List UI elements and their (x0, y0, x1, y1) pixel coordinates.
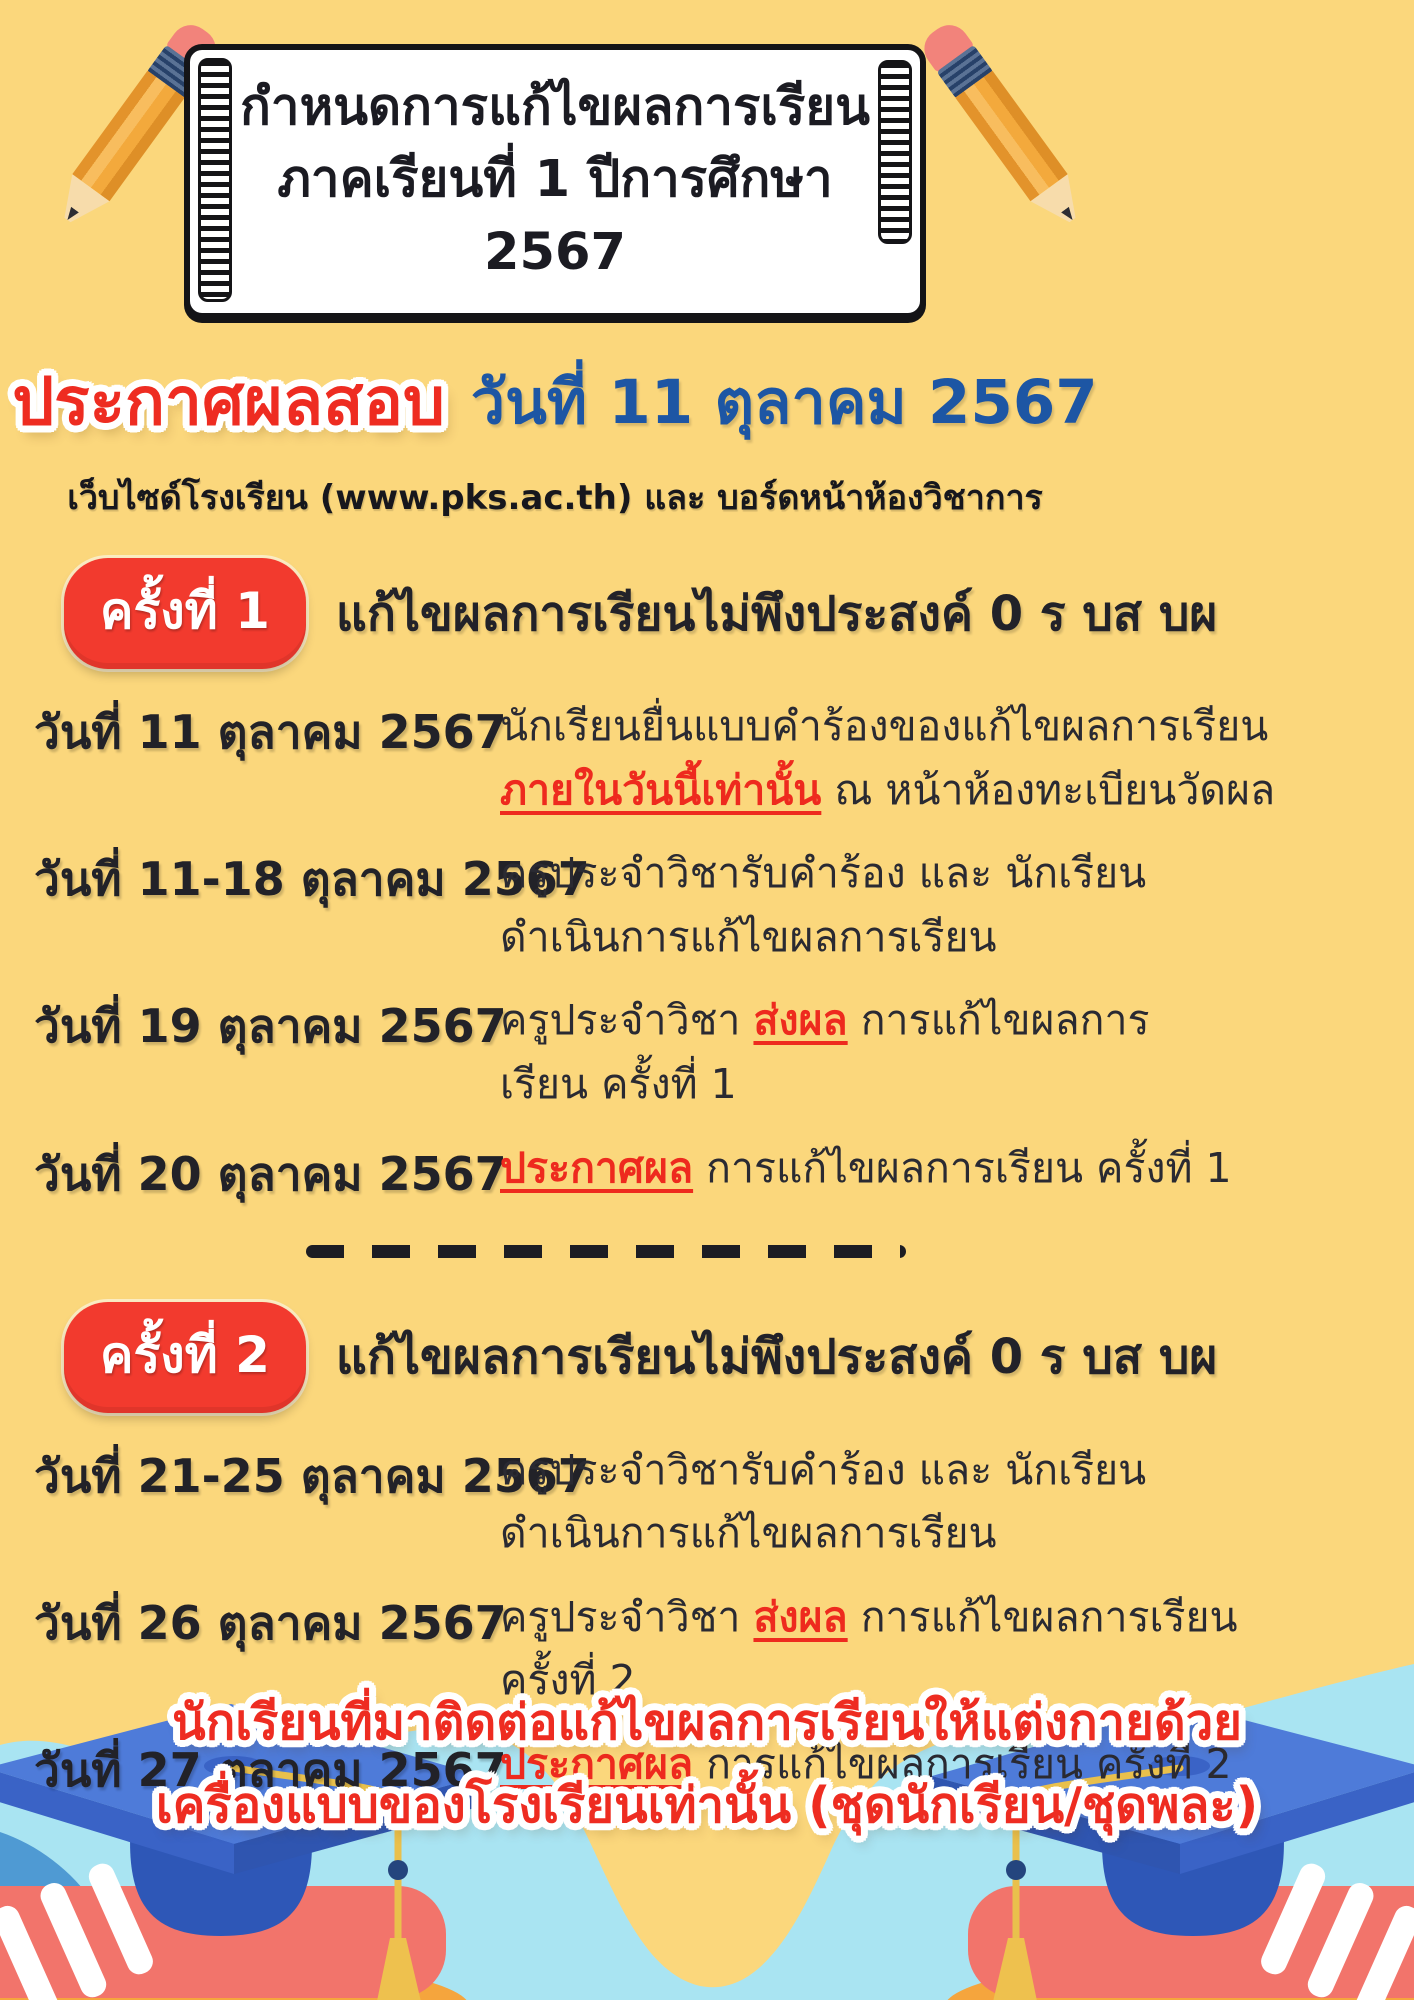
section-heading: แก้ไขผลการเรียนไม่พึงประสงค์ 0 ร บส บผ (335, 1329, 1218, 1386)
description-line (500, 1502, 1380, 1566)
schedule-row (34, 1439, 1380, 1566)
announcement-highlight: ประกาศผลสอบ (12, 363, 445, 441)
schedule-row (34, 695, 1380, 822)
schedule-date: วันที่ 26 ตุลาคม 2567 (34, 1595, 507, 1650)
top-block (0, 0, 1110, 524)
announcement-subtitle: เว็บไซด์โรงเรียน (www.pks.ac.th) และ บอร์ดหน้าห้องวิชาการ (67, 478, 1043, 519)
plain-text: การแก้ไขผลการเรียน (847, 1592, 1238, 1641)
footer-notice-line2: เครื่องแบบของโรงเรียนเท่านั้น (ชุดนักเรียน/ชุดพละ) (155, 1777, 1259, 1834)
schedule-date: วันที่ 19 ตุลาคม 2567 (34, 999, 507, 1054)
plain-text: นักเรียนยื่นแบบคำร้องของแก้ไขผลการเรียน (500, 702, 1269, 751)
description-line (500, 989, 1380, 1053)
schedule-date: วันที่ 21-25 ตุลาคม 2567 (34, 1448, 590, 1503)
plain-text: ครูประจำวิชา (500, 1592, 754, 1641)
announcement-date: วันที่ 11 ตุลาคม 2567 (470, 367, 1098, 439)
plain-text: ณ หน้าห้องทะเบียนวัดผล (821, 765, 1276, 814)
schedule-date: วันที่ 20 ตุลาคม 2567 (34, 1146, 507, 1201)
emphasis-text: ภายในวันนี้เท่านั้น (500, 765, 822, 814)
schedule-description (500, 842, 1380, 969)
schedule-row (34, 842, 1380, 969)
section-badge: ครั้งที่ 1 (64, 558, 306, 669)
description-line (500, 759, 1380, 823)
scroll-banner (184, 44, 926, 319)
emphasis-text: ส่งผล (753, 1592, 848, 1641)
plain-text: ครูประจำวิชา (500, 996, 754, 1045)
footer-notice-line1: นักเรียนที่มาติดต่อแก้ไขผลการเรียนให้แต่งกายด้วย (172, 1694, 1242, 1751)
description-line (500, 1137, 1380, 1201)
emphasis-text: ประกาศผล (500, 1739, 694, 1788)
schedule-date: วันที่ 27 ตุลาคม 2567 (34, 1742, 507, 1797)
plain-text: การแก้ไขผลการ (847, 996, 1150, 1045)
plain-text: การแก้ไขผลการเรียน ครั้งที่ 1 (693, 1143, 1232, 1192)
plain-text: เรียน ครั้งที่ 1 (500, 1059, 737, 1108)
plain-text: ดำเนินการแก้ไขผลการเรียน (500, 1509, 997, 1558)
section-header (64, 1302, 1380, 1413)
schedule-description (500, 989, 1380, 1116)
poster-title-line1: กำหนดการแก้ไขผลการเรียน (240, 78, 870, 137)
schedule-section-1 (34, 558, 1380, 1204)
description-line (500, 906, 1380, 970)
scroll-coil-icon (878, 60, 912, 244)
scroll-coil-icon (198, 58, 232, 302)
footer-notice (0, 1694, 1414, 1864)
schedule-row (34, 989, 1380, 1116)
plain-text: ดำเนินการแก้ไขผลการเรียน (500, 912, 997, 961)
poster-title-line2: ภาคเรียนที่ 1 ปีการศึกษา 2567 (277, 150, 833, 282)
emphasis-text: ประกาศผล (500, 1143, 694, 1192)
description-line (500, 842, 1380, 906)
plain-text: ครูประจำวิชารับคำร้อง และ นักเรียน (500, 849, 1147, 898)
emphasis-text: ส่งผล (753, 996, 848, 1045)
schedule-description (500, 695, 1380, 822)
section-header (64, 558, 1380, 669)
announcement (0, 349, 1110, 454)
schedule-date: วันที่ 11 ตุลาคม 2567 (34, 705, 507, 760)
section-badge: ครั้งที่ 2 (64, 1302, 306, 1413)
plain-text: ครั้งที่ 2 (500, 1656, 636, 1705)
schedule-description (500, 1439, 1380, 1566)
description-line (500, 695, 1380, 759)
schedule-description (500, 1137, 1380, 1201)
description-line (500, 1439, 1380, 1503)
plain-text: การแก้ไขผลการเรียน ครั้งที่ 2 (693, 1739, 1232, 1788)
scroll-banner-body (184, 44, 926, 319)
schedule-row (34, 1137, 1380, 1205)
description-line (500, 1586, 1380, 1650)
sections (0, 558, 1414, 1801)
description-line (500, 1053, 1380, 1117)
schedule-date: วันที่ 11-18 ตุลาคม 2567 (34, 852, 590, 907)
dashed-divider (306, 1245, 906, 1258)
plain-text: ครูประจำวิชารับคำร้อง และ นักเรียน (500, 1445, 1147, 1494)
section-heading: แก้ไขผลการเรียนไม่พึงประสงค์ 0 ร บส บผ (335, 585, 1218, 642)
